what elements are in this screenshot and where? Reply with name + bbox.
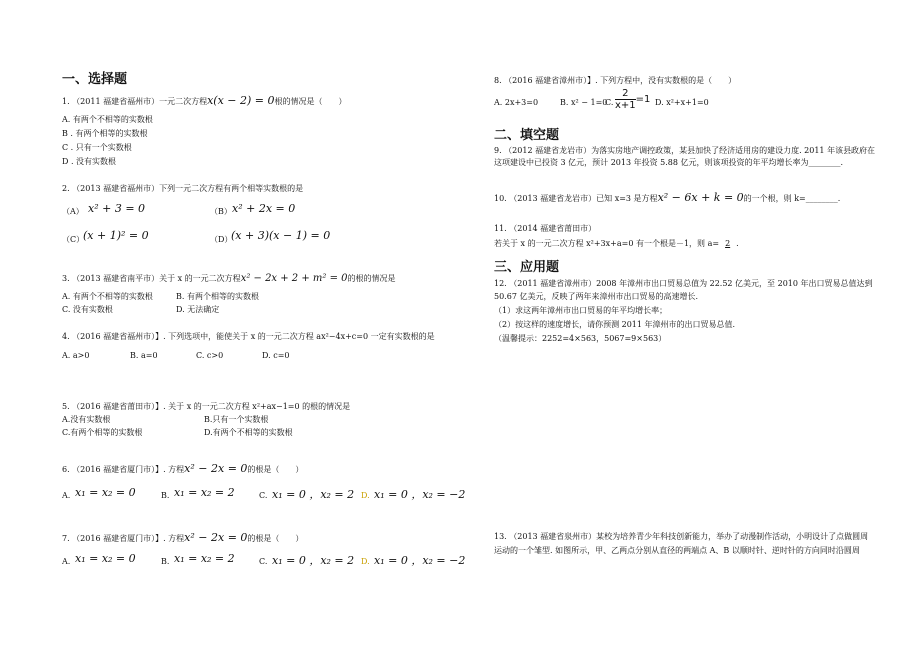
- q2-option-a: x² + 3 = 0: [88, 202, 146, 215]
- q2-option-b: x² + 2x = 0: [232, 202, 296, 215]
- q1-stem-a: 1. （2011 福建省福州市）一元二次方程: [62, 97, 208, 106]
- q1-option-b: B . 有两个相等的实数根: [62, 129, 148, 138]
- q2-option-d: (x + 3)(x − 1) = 0: [231, 229, 331, 242]
- question-12-part-2: （2）按这样的速度增长，请你预测 2011 年漳州市的出口贸易总值.: [494, 320, 736, 329]
- question-13-line-1: 13. （2013 福建省泉州市）某校为培养青少年科技创新能力，举办了动漫制作活动，小明设计了点做圆周: [494, 532, 869, 541]
- q8-option-d: D. x²+x+1=0: [655, 98, 709, 107]
- q3-option-a: A. 有两个不相等的实数根: [62, 292, 153, 301]
- q11-stem: 若关于 x 的一元二次方程 x²+3x+a=0 有一个根是－1，则 a=: [494, 239, 720, 248]
- q6-option-c: x₁ = 0 ，x₂ = 2: [272, 488, 355, 501]
- q5-option-c: C.有两个相等的实数根: [62, 428, 143, 437]
- question-13-line-2: 运动的一个雏型. 如图所示，甲、乙两点分别从直径的两端点 A、B 以顺时针、逆时针的方向同时沿圆周: [494, 546, 860, 555]
- q3-option-b: B. 有两个相等的实数根: [176, 292, 259, 301]
- q2-option-c: (x + 1)² = 0: [83, 229, 149, 242]
- question-9-line-1: 9. （2012 福建省龙岩市）为落实房地产调控政策，某县加快了经济适用房的建设力度. 2011 年该县政府在: [494, 146, 876, 155]
- q10-stem-a: 10. （2013 福建省龙岩市）已知 x=3 是方程: [494, 194, 658, 203]
- section-heading-application: 三、应用题: [494, 260, 560, 275]
- question-1: [62, 96, 347, 107]
- question-12-part-1: （1）求这两年漳州市出口贸易的年平均增长率；: [494, 306, 668, 315]
- q1-equation: x(x − 2) = 0: [207, 94, 275, 107]
- q2-label-a: （A）: [62, 207, 84, 216]
- question-12-line-2: 50.67 亿美元，反映了两年来漳州市出口贸易的高速增长.: [494, 292, 698, 301]
- q8-fraction-rhs: =1: [635, 94, 651, 105]
- q5-option-d: D.有两个不相等的实数根: [204, 428, 293, 437]
- question-2: 2. （2013 福建省福州市）下列一元二次方程有两个相等实数根的是: [62, 184, 304, 193]
- question-9-line-2: 这项建设中已投资 3 亿元，预计 2013 年投资 5.88 亿元，则该项投资的年平均增长率为________.: [494, 158, 844, 167]
- section-heading-fill: 二、填空题: [494, 128, 560, 143]
- q2-label-b: （B）: [210, 207, 232, 216]
- q8-fraction: [615, 88, 636, 111]
- q1-option-a: A. 有两个不相等的实数根: [62, 115, 153, 124]
- question-4: 4. （2016 福建省福州市）】. 下列选项中，能使关于 x 的一元二次方程 ax²−4x+c=0 一定有实数根的是: [62, 332, 435, 341]
- q5-option-a: A.没有实数根: [62, 415, 111, 424]
- q8-option-b: B. x² − 1=0: [560, 98, 608, 107]
- q11-answer: 2: [725, 239, 731, 248]
- q2-label-c: （C）: [62, 235, 85, 244]
- q1-option-c: C . 只有一个实数根: [62, 143, 132, 152]
- q6-label-a: A.: [62, 491, 71, 500]
- q7-stem-a: 7. （2016 福建省厦门市）】. 方程: [62, 534, 185, 543]
- q7-label-c: C.: [259, 557, 268, 566]
- q6-option-b: x₁ = x₂ = 2: [174, 486, 235, 499]
- q6-label-d: D.: [361, 491, 370, 500]
- q6-equation: x² − 2x = 0: [184, 462, 248, 475]
- q11-tail: .: [736, 239, 739, 248]
- question-12-hint: （温馨提示：2252=4×563，5067=9×563）: [494, 334, 667, 343]
- question-11-line-2: [494, 239, 739, 249]
- q6-stem-b: 的根是（ ）: [247, 465, 304, 474]
- q3-stem-a: 3. （2013 福建省南平市）关于 x 的一元二次方程: [62, 274, 241, 283]
- section-heading-choice: 一、选择题: [62, 72, 128, 87]
- q6-option-d: x₁ = 0 ，x₂ = −2: [374, 488, 466, 501]
- q7-label-b: B.: [161, 557, 170, 566]
- q5-option-b: B.只有一个实数根: [204, 415, 269, 424]
- q10-stem-b: 的一个根，则 k=________.: [743, 194, 841, 203]
- q4-option-a: A. a>0: [62, 351, 90, 360]
- q3-stem-b: 的根的情况是: [347, 274, 396, 283]
- q8-option-c-label: C.: [605, 98, 614, 107]
- question-7: [62, 533, 303, 544]
- q8-option-c: [615, 88, 650, 111]
- q6-option-a: x₁ = x₂ = 0: [75, 486, 136, 499]
- q6-stem-a: 6. （2016 福建省厦门市）】. 方程: [62, 465, 185, 474]
- q7-option-d: x₁ = 0 ，x₂ = −2: [374, 554, 466, 567]
- question-11-line-1: 11. （2014 福建省莆田市）: [494, 224, 597, 233]
- q7-stem-b: 的根是（ ）: [247, 534, 304, 543]
- q6-label-b: B.: [161, 491, 170, 500]
- q7-option-c: x₁ = 0 ，x₂ = 2: [272, 554, 355, 567]
- q7-option-b: x₁ = x₂ = 2: [174, 552, 235, 565]
- q3-equation: x² − 2x + 2 + m² = 0: [240, 273, 348, 284]
- question-12-line-1: 12. （2011 福建省漳州市）2008 年漳州市出口贸易总值为 22.52 亿美元，至 2010 年出口贸易总值达到: [494, 279, 873, 288]
- question-10: [494, 193, 840, 204]
- q7-label-d: D.: [361, 557, 370, 566]
- q8-fraction-denominator: x+1: [615, 100, 636, 111]
- q4-option-c: C. c>0: [196, 351, 224, 360]
- q10-equation: x² − 6x + k = 0: [657, 191, 744, 204]
- q4-option-d: D. c=0: [262, 351, 290, 360]
- q8-option-a: A. 2x+3=0: [494, 98, 539, 107]
- question-5: 5. （2016 福建省莆田市）】. 关于 x 的一元二次方程 x²+ax−1=0 的根的情况是: [62, 402, 351, 411]
- question-3: [62, 274, 396, 284]
- q3-option-d: D. 无法确定: [176, 305, 220, 314]
- q7-option-a: x₁ = x₂ = 0: [75, 552, 136, 565]
- q4-option-b: B. a=0: [130, 351, 158, 360]
- question-8: 8. （2016 福建省漳州市）】. 下列方程中，没有实数根的是（ ）: [494, 76, 737, 85]
- q8-fraction-numerator: 2: [615, 88, 636, 100]
- question-6: [62, 464, 303, 475]
- q2-label-d: （D）: [210, 235, 233, 244]
- q3-option-c: C. 没有实数根: [62, 305, 113, 314]
- q1-stem-b: 根的情况是（ ）: [274, 97, 347, 106]
- q7-label-a: A.: [62, 557, 71, 566]
- q6-label-c: C.: [259, 491, 268, 500]
- q1-option-d: D . 没有实数根: [62, 157, 117, 166]
- q7-equation: x² − 2x = 0: [184, 531, 248, 544]
